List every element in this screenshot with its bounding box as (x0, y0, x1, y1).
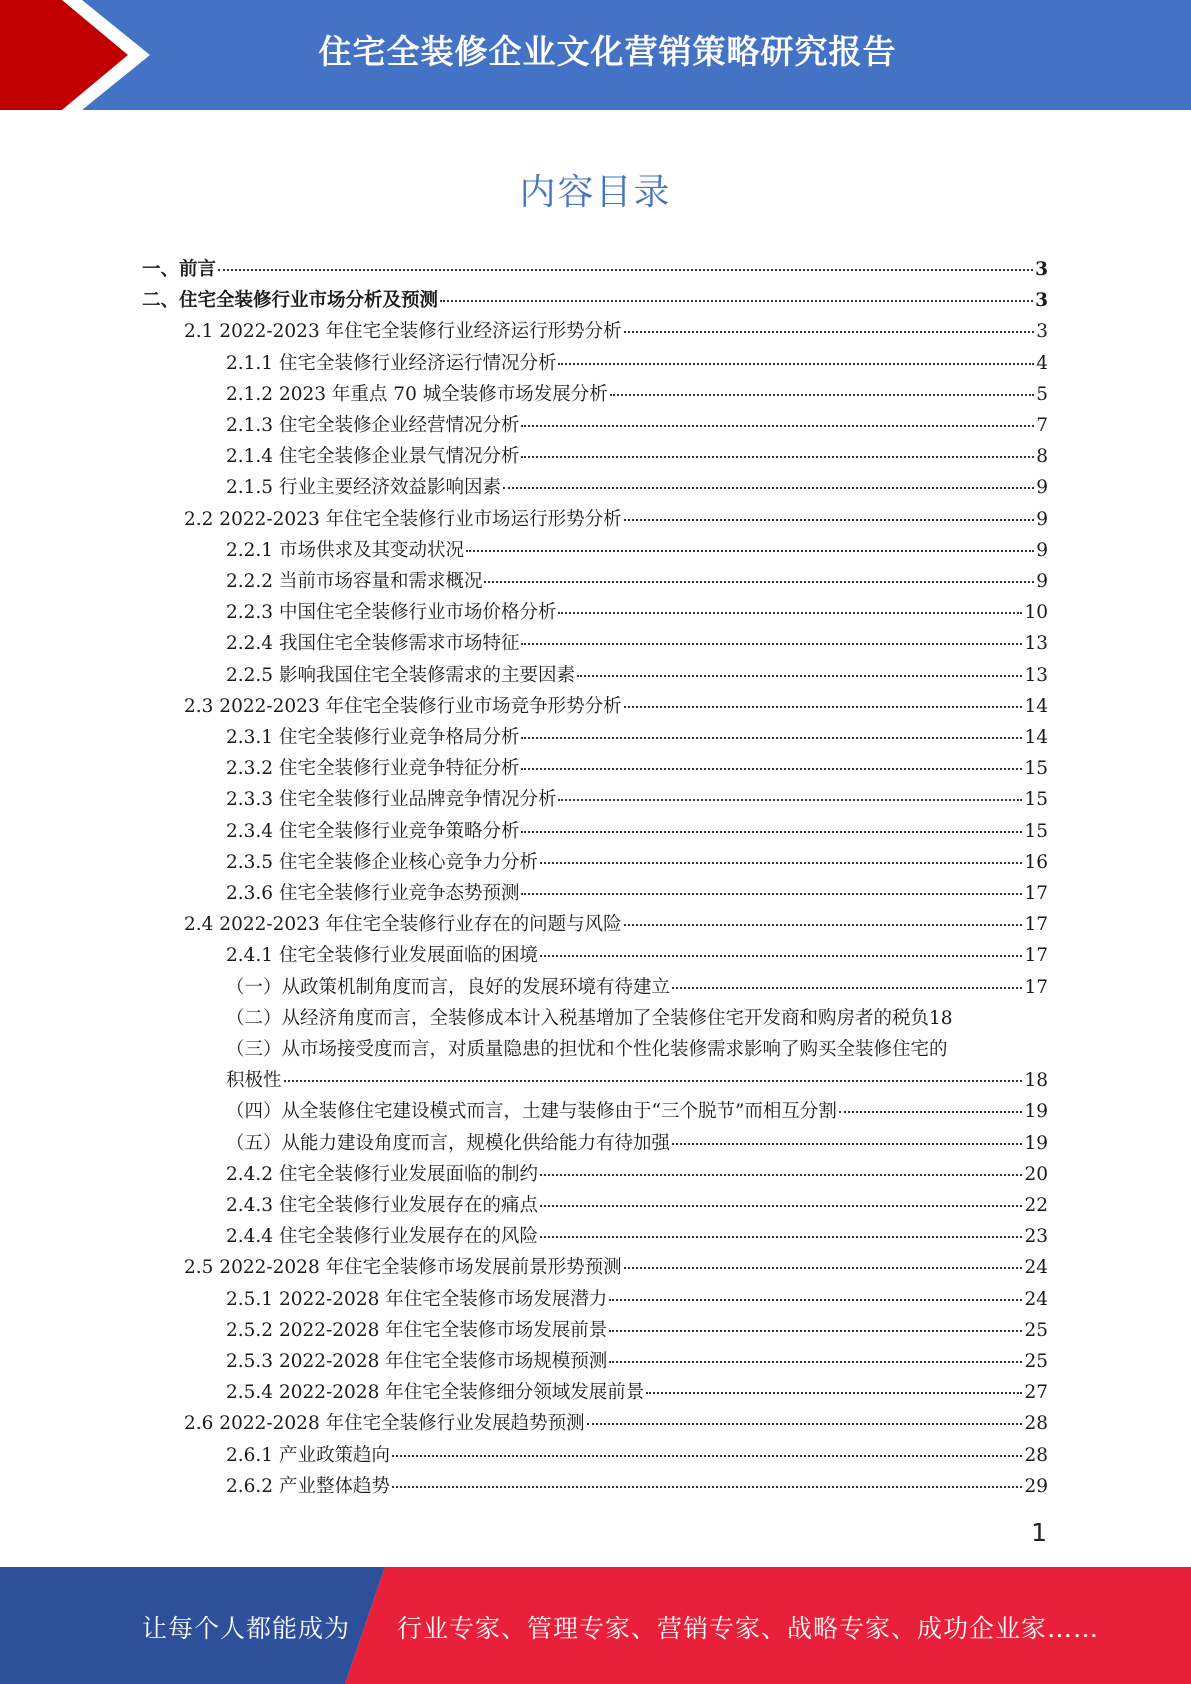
toc-dot-leader (521, 768, 1022, 770)
toc-entry[interactable] (226, 1190, 1048, 1221)
toc-entry[interactable] (226, 597, 1048, 628)
toc-dot-leader (540, 1236, 1022, 1238)
toc-entry-label: 2.5.4 2022-2028 年住宅全装修细分领域发展前景 (226, 1382, 645, 1404)
toc-entry-label: 一、前言 (142, 259, 217, 280)
toc-entry-page: 15 (1024, 758, 1048, 780)
toc-dot-leader (672, 987, 1022, 989)
toc-entry[interactable] (226, 1346, 1048, 1377)
toc-entry-page: 25 (1024, 1351, 1048, 1372)
toc-heading: 内容目录 (519, 172, 672, 213)
toc-entry-page: 3 (1035, 290, 1048, 312)
toc-entry-page: 18 (929, 1007, 953, 1029)
toc-entry[interactable] (226, 1065, 1048, 1096)
toc-dot-leader (440, 300, 1033, 302)
toc-dot-leader (558, 612, 1022, 614)
toc-entry-page: 29 (1024, 1475, 1048, 1497)
toc-dot-leader (587, 1423, 1023, 1425)
toc-dot-leader (540, 955, 1022, 957)
toc-entry-label: 2.3.3 住宅全装修行业品牌竞争情况分析 (226, 789, 557, 811)
toc-entry-label: 2.5.1 2022-2028 年住宅全装修市场发展潜力 (226, 1288, 608, 1310)
toc-entry-page: 17 (1024, 945, 1048, 967)
toc-entry-label: 2.4.2 住宅全装修行业发展面临的制约 (226, 1163, 538, 1185)
toc-entry-page: 13 (1024, 664, 1048, 686)
toc-dot-leader (609, 1330, 1022, 1332)
toc-entry-page: 8 (1036, 446, 1048, 468)
toc-entry[interactable] (226, 1034, 1048, 1065)
toc-entry-label: 二、住宅全装修行业市场分析及预测 (142, 290, 439, 312)
toc-entry-label: 2.3 2022-2023 年住宅全装修行业市场竞争形势分析 (184, 695, 622, 717)
toc-entry-page: 15 (1024, 789, 1048, 811)
toc-dot-leader (521, 893, 1022, 895)
toc-entry-label: 2.5 2022-2028 年住宅全装修市场发展前景形势预测 (184, 1257, 622, 1279)
toc-entry-label: （五）从能力建设角度而言，规模化供给能力有待加强 (226, 1132, 671, 1154)
toc-entry-label: 2.1 2022-2023 年住宅全装修行业经济运行形势分析 (184, 321, 622, 343)
footer-banner (0, 1567, 1191, 1684)
toc-entry-page: 18 (1024, 1070, 1048, 1092)
toc-dot-leader (466, 550, 1034, 552)
toc-entry-label: 2.1.5 行业主要经济效益影响因素 (226, 477, 501, 499)
toc-dot-leader (624, 1267, 1023, 1269)
toc-dot-leader (646, 1392, 1022, 1394)
toc-entry-label: 2.6.1 产业政策趋向 (226, 1444, 390, 1466)
toc-entry[interactable] (226, 972, 1048, 1003)
toc-entry[interactable] (226, 628, 1048, 659)
toc-dot-leader (609, 1361, 1022, 1363)
toc-entry-label: 积极性 (226, 1070, 282, 1092)
toc-entry[interactable] (226, 441, 1048, 472)
toc-dot-leader (484, 581, 1034, 583)
toc-entry-label: 2.1.4 住宅全装修企业景气情况分析 (226, 446, 520, 468)
toc-entry-page: 17 (1024, 883, 1048, 904)
report-title: 住宅全装修企业文化营销策略研究报告 (318, 32, 897, 71)
toc-entry[interactable] (226, 1440, 1048, 1471)
toc-dot-leader (609, 1299, 1022, 1301)
page-number: 1 (1031, 1518, 1047, 1547)
toc-entry[interactable] (226, 1159, 1048, 1190)
toc-dot-leader (521, 643, 1022, 645)
toc-dot-leader (392, 1455, 1022, 1457)
toc-entry[interactable] (184, 909, 1048, 940)
toc-entry-label: 2.5.2 2022-2028 年住宅全装修市场发展前景 (226, 1319, 608, 1341)
header-banner (0, 0, 1191, 110)
toc-entry-label: 2.3.6 住宅全装修行业竞争态势预测 (226, 883, 520, 904)
toc-entry-label: 2.6 2022-2028 年住宅全装修行业发展趋势预测 (184, 1413, 585, 1435)
toc-entry[interactable] (226, 753, 1048, 784)
toc-entry-label: （二）从经济角度而言，全装修成本计入税基增加了全装修住宅开发商和购房者的税负 (226, 1007, 930, 1029)
toc-dot-leader (540, 1174, 1022, 1176)
toc-entry-label: 2.3.1 住宅全装修行业竞争格局分析 (226, 727, 520, 748)
toc-entry[interactable] (226, 535, 1048, 566)
footer-slogan-left: 让每个人都能成为 (142, 1614, 351, 1643)
toc-dot-leader (503, 487, 1034, 489)
toc-entry[interactable] (226, 660, 1048, 691)
toc-entry-page: 17 (1024, 976, 1048, 998)
toc-entry-label: 2.4.1 住宅全装修行业发展面临的困境 (226, 945, 538, 967)
toc-entry[interactable] (226, 1003, 1048, 1034)
toc-dot-leader (624, 331, 1035, 333)
toc-entry[interactable] (226, 472, 1048, 503)
toc-entry-label: 2.2.4 我国住宅全装修需求市场特征 (226, 633, 520, 655)
toc-entry-page: 27 (1024, 1382, 1048, 1404)
toc-dot-leader (521, 831, 1022, 833)
toc-entry-label: 2.1.2 2023 年重点 70 城全装修市场发展分析 (226, 383, 608, 405)
toc-entry-label: 2.2.3 中国住宅全装修行业市场价格分析 (226, 602, 557, 624)
toc-dot-leader (624, 519, 1035, 521)
toc-entry[interactable] (184, 1408, 1048, 1439)
toc-entry[interactable] (226, 1284, 1048, 1315)
toc-entry-label: （一）从政策机制角度而言，良好的发展环境有待建立 (226, 976, 671, 998)
toc-entry-page: 13 (1024, 633, 1048, 655)
toc-entry-label: 2.2.5 影响我国住宅全装修需求的主要因素 (226, 664, 575, 686)
toc-dot-leader (558, 363, 1034, 365)
toc-entry-page: 14 (1024, 695, 1048, 717)
toc-entry[interactable] (226, 847, 1048, 878)
toc-entry[interactable] (226, 816, 1048, 847)
toc-entry-page: 23 (1024, 1226, 1048, 1248)
toc-entry-page: 9 (1036, 571, 1048, 592)
toc-dot-leader (521, 456, 1034, 458)
toc-entry-page: 25 (1024, 1319, 1048, 1341)
toc-entry-label: 2.4 2022-2023 年住宅全装修行业存在的问题与风险 (184, 914, 622, 936)
toc-entry-page: 19 (1024, 1101, 1048, 1123)
toc-dot-leader (392, 1486, 1022, 1488)
toc-entry-label: （四）从全装修住宅建设模式而言，土建与装修由于“三个脱节”而相互分割 (226, 1101, 837, 1123)
toc-entry-label: 2.1.3 住宅全装修企业经营情况分析 (226, 415, 520, 436)
toc-entry-page: 10 (1024, 602, 1048, 624)
toc-entry[interactable] (184, 1252, 1048, 1283)
toc-dot-leader (540, 1205, 1022, 1207)
toc-entry[interactable] (226, 348, 1048, 379)
toc-entry-page: 4 (1036, 352, 1048, 374)
toc-entry-label: 2.3.4 住宅全装修行业竞争策略分析 (226, 820, 520, 842)
toc-entry[interactable] (142, 254, 1048, 285)
toc-entry[interactable] (184, 316, 1048, 347)
toc-entry-page: 20 (1024, 1163, 1048, 1185)
toc-entry[interactable] (226, 784, 1048, 815)
toc-entry-page: 9 (1036, 539, 1048, 561)
toc-dot-leader (218, 269, 1033, 271)
toc-entry-label: 2.4.4 住宅全装修行业发展存在的风险 (226, 1226, 538, 1248)
toc-entry[interactable] (226, 1471, 1048, 1502)
toc-entry[interactable] (142, 285, 1048, 316)
toc-entry[interactable] (226, 1221, 1048, 1252)
toc-entry[interactable] (226, 1128, 1048, 1159)
toc-entry-page: 3 (1035, 259, 1048, 280)
toc-entry-page: 22 (1024, 1195, 1048, 1216)
toc-entry-label: 2.6.2 产业整体趋势 (226, 1475, 390, 1497)
toc-entry[interactable] (226, 940, 1048, 971)
toc-entry[interactable] (184, 691, 1048, 722)
toc-entry-label: 2.1.1 住宅全装修行业经济运行情况分析 (226, 352, 557, 374)
toc-dot-leader (521, 425, 1034, 427)
toc-entry[interactable] (226, 722, 1048, 753)
toc-entry[interactable] (226, 379, 1048, 410)
toc-entry-page: 28 (1024, 1413, 1048, 1435)
toc-entry-page: 7 (1036, 415, 1048, 436)
toc-entry[interactable] (226, 1096, 1048, 1127)
toc-entry[interactable] (226, 410, 1048, 441)
toc-entry-page: 28 (1024, 1444, 1048, 1466)
toc-entry-page: 19 (1024, 1132, 1048, 1154)
toc-dot-leader (672, 1143, 1022, 1145)
toc-entry[interactable] (226, 1315, 1048, 1346)
toc-entry-page: 9 (1036, 508, 1048, 530)
toc-dot-leader (540, 862, 1022, 864)
toc-entry-label: 2.2.2 当前市场容量和需求概况 (226, 571, 483, 592)
toc-entry-page: 16 (1024, 851, 1048, 873)
toc-dot-leader (610, 394, 1035, 396)
toc-entry[interactable] (184, 504, 1048, 535)
toc-entry-label: 2.2 2022-2023 年住宅全装修行业市场运行形势分析 (184, 508, 622, 530)
toc-entry-page: 14 (1024, 727, 1048, 748)
toc-dot-leader (284, 1080, 1023, 1082)
toc-dot-leader (577, 675, 1022, 677)
toc-entry-label: 2.5.3 2022-2028 年住宅全装修市场规模预测 (226, 1351, 608, 1372)
toc-entry-label: 2.2.1 市场供求及其变动状况 (226, 539, 464, 561)
toc-dot-leader (624, 924, 1023, 926)
toc-entry-label: 2.3.2 住宅全装修行业竞争特征分析 (226, 758, 520, 780)
toc-entry-page: 24 (1024, 1257, 1048, 1279)
toc-entry-page: 17 (1024, 914, 1048, 936)
toc-entry-page: 24 (1024, 1288, 1048, 1310)
footer-slogan-right: 行业专家、管理专家、营销专家、战略专家、成功企业家…… (397, 1614, 1100, 1643)
toc-entry[interactable] (226, 1377, 1048, 1408)
toc-entry-page: 5 (1036, 383, 1048, 405)
toc-entry[interactable] (226, 878, 1048, 909)
toc-entry-page: 3 (1036, 321, 1048, 343)
toc-entry-label: 2.3.5 住宅全装修企业核心竞争力分析 (226, 851, 538, 873)
toc-dot-leader (521, 737, 1022, 739)
toc-dot-leader (839, 1111, 1023, 1113)
toc-dot-leader (558, 799, 1022, 801)
toc-entry-page: 15 (1024, 820, 1048, 842)
toc-dot-leader (624, 706, 1023, 708)
toc-entry-page: 9 (1036, 477, 1048, 499)
toc-entry[interactable] (226, 566, 1048, 597)
toc-entry-label: （三）从市场接受度而言，对质量隐患的担忧和个性化装修需求影响了购买全装修住宅的 (226, 1039, 948, 1060)
toc-entry-label: 2.4.3 住宅全装修行业发展存在的痛点 (226, 1195, 538, 1216)
